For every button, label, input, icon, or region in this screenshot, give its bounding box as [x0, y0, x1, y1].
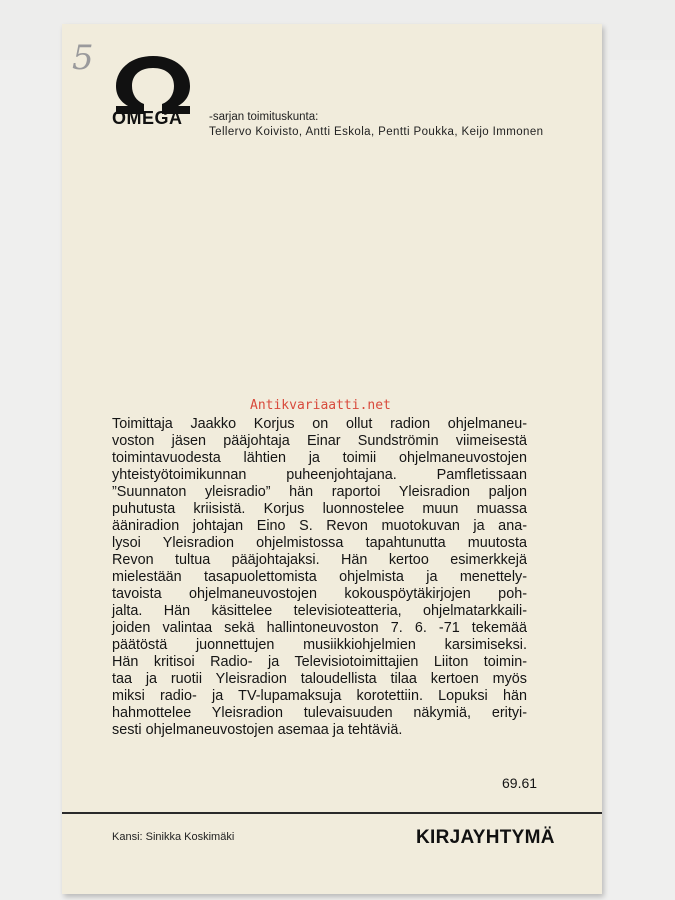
blurb-line: taa ja ruotii Yleisradion taloudellista tilaa kertoen myös: [112, 671, 527, 687]
blurb-line: tavoista ohjelmaneuvostojen kokouspöytäkirjojen poh-: [112, 586, 527, 602]
omega-logo-text: OMEGA: [112, 108, 183, 128]
blurb-line: lysoi Yleisradion ohjelmistossa tapahtunutta muutosta: [112, 535, 527, 551]
blurb-line: toimintavuodesta lähtien ja toimii ohjelmaneuvostojen: [112, 450, 527, 466]
book-back-cover: [62, 24, 602, 894]
blurb-line: mielestään tasapuolettomista ohjelmista ja menettely-: [112, 569, 527, 585]
blurb-line: ”Suunnaton yleisradio” hän raportoi Yleisradion paljon: [112, 484, 527, 500]
blurb-line: jalta. Hän käsittelee televisioteatteria, ohjelmatarkkaili-: [112, 603, 527, 619]
watermark: Antikvariaatti.net: [250, 398, 391, 413]
series-label: -sarjan toimituskunta:: [209, 111, 319, 123]
blurb-line: Revon tultua pääjohtajaksi. Hän kertoo esimerkkejä: [112, 552, 527, 568]
divider: [62, 812, 602, 814]
series-editor-names: Tellervo Koivisto, Antti Eskola, Pentti Poukka, Keijo Immonen: [209, 126, 544, 138]
blurb-line: puhutusta kriisistä. Korjus luonnostelee muun muassa: [112, 501, 527, 517]
blurb-line: Toimittaja Jaakko Korjus on ollut radion ohjelmaneu-: [112, 416, 527, 432]
cover-credit: Kansi: Sinikka Koskimäki: [112, 831, 235, 843]
blurb-line: ääniradion johtajan Eino S. Revon muotokuvan ja ana-: [112, 518, 527, 534]
blurb-line: miksi radio- ja TV-lupamaksuja korotettiin. Lopuksi hän: [112, 688, 527, 704]
blurb-line: voston jäsen pääjohtaja Einar Sundströmin viimeisestä: [112, 433, 527, 449]
blurb-line: Hän kritisoi Radio- ja Televisiotoimittajien Liiton toimin-: [112, 654, 527, 670]
series-editors: [209, 110, 543, 140]
blurb-line: hahmottelee Yleisradion tulevaisuuden näkymiä, erityi-: [112, 705, 527, 721]
blurb-line: yhteistyötoimikunnan puheenjohtajana. Pamfletissaan: [112, 467, 527, 483]
blurb-text: [112, 416, 527, 739]
handwritten-mark: 5: [72, 38, 96, 78]
blurb-line: sesti ohjelmaneuvostojen asemaa ja tehtäviä.: [112, 722, 403, 738]
omega-logo-icon: [110, 52, 196, 152]
publisher-name: KIRJAYHTYMÄ: [416, 827, 555, 848]
price-code: 69.61: [502, 775, 538, 791]
blurb-line: päätöstä juonnettujen musiikkiohjelmien karsimiseksi.: [112, 637, 527, 653]
blurb-line: joiden valintaa sekä hallintoneuvoston 7. 6. -71 tekemää: [112, 620, 527, 636]
